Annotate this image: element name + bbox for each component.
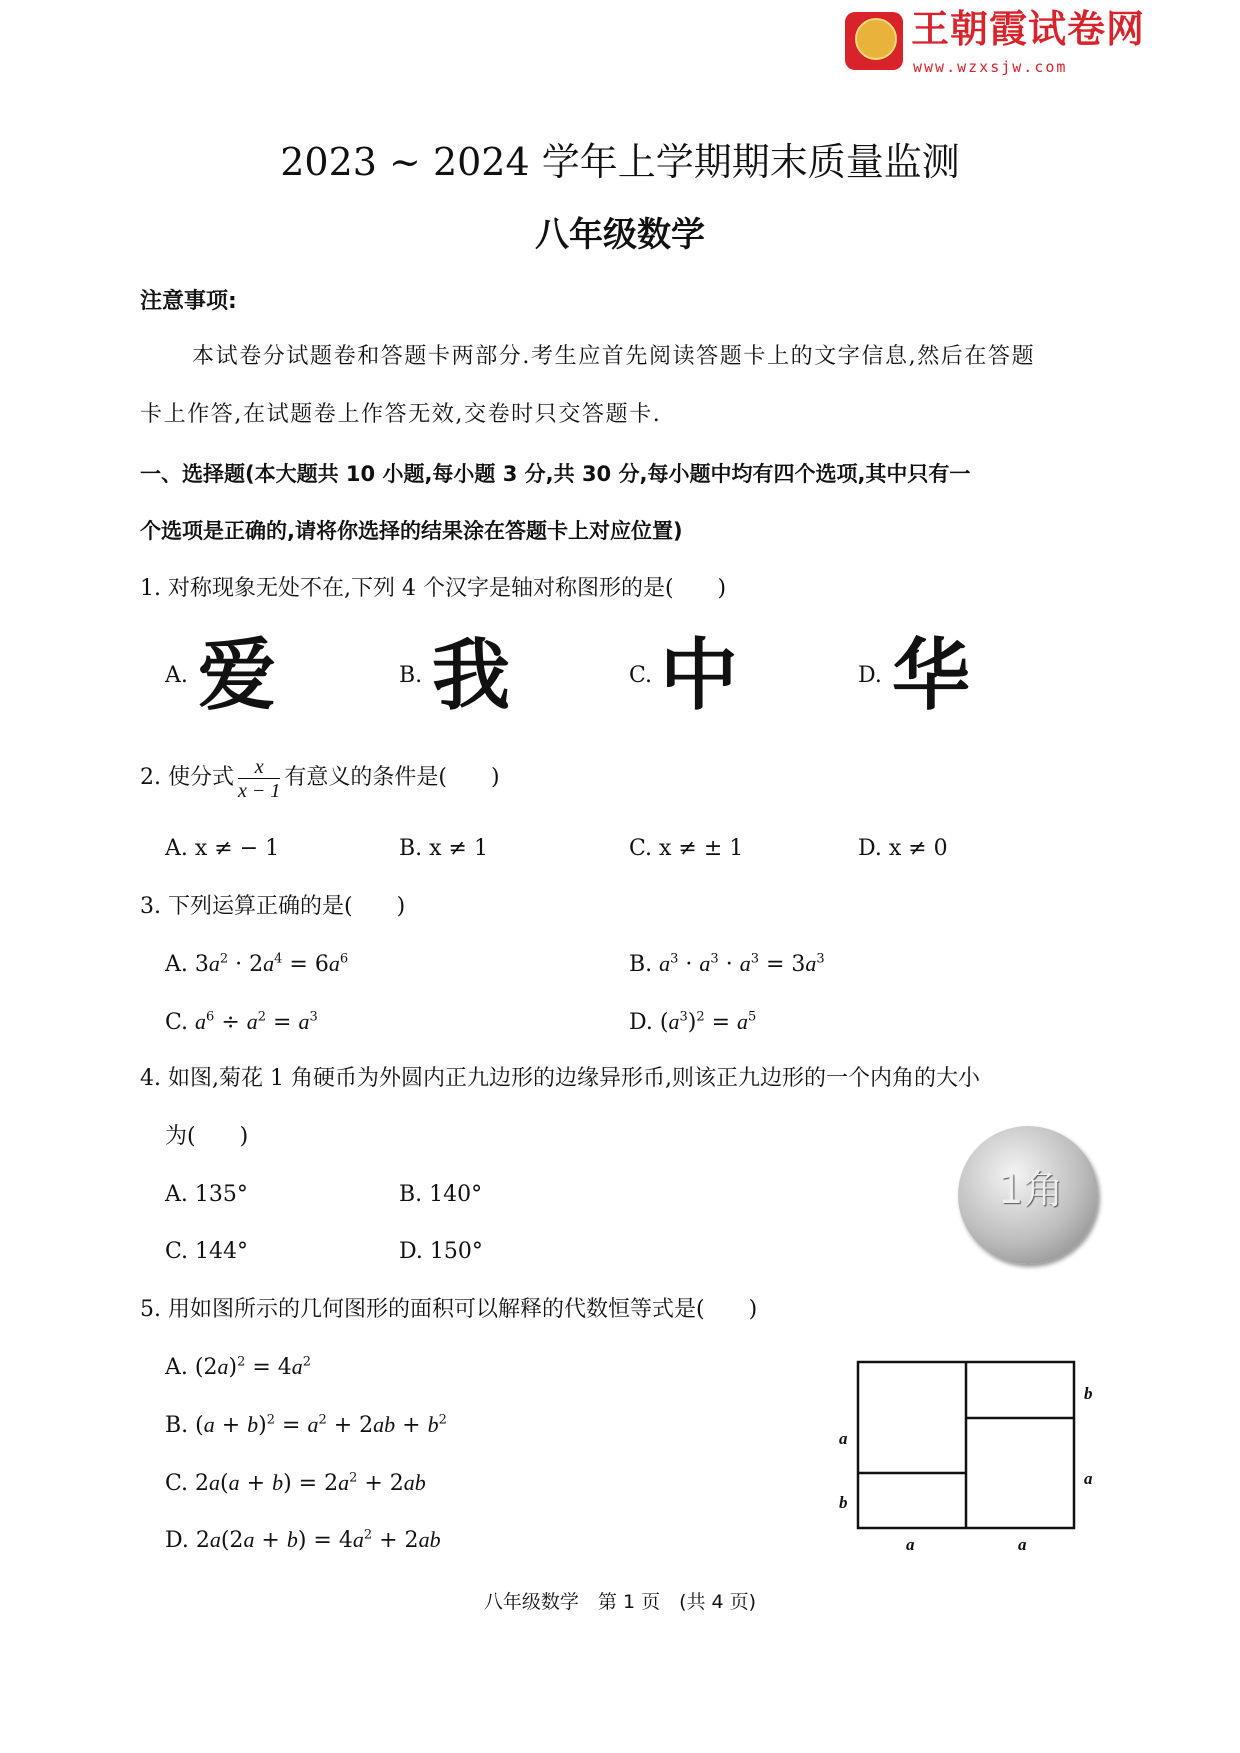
- label: b: [839, 1493, 848, 1512]
- char-option-c: 中: [660, 631, 739, 721]
- option-c: C. $a^6 \div a^2 = a^3$: [165, 1009, 318, 1035]
- notice-heading: 注意事项:: [140, 289, 237, 314]
- stem-text: 有意义的条件是( ): [284, 765, 500, 790]
- option-label: C.: [629, 663, 653, 688]
- denominator: x − 1: [237, 779, 281, 802]
- section-heading: 个选项是正确的,请将你选择的结果涂在答题卡上对应位置): [140, 519, 683, 543]
- option-c: C. 144°: [165, 1239, 249, 1264]
- option-a: A. $3a^2 \cdot 2a^4 = 6a^6$: [165, 951, 349, 977]
- option-a: A. 135°: [165, 1182, 248, 1207]
- char-option-a: 爱: [198, 631, 277, 721]
- label: a: [839, 1429, 848, 1448]
- option-a: A. x ≠ − 1: [165, 836, 280, 861]
- area-diagram: [836, 1350, 1106, 1555]
- label: b: [1084, 1384, 1093, 1403]
- page-footer: 八年级数学 第 1 页 (共 4 页): [483, 1591, 757, 1613]
- question-3: 3. 下列运算正确的是( ): [140, 894, 406, 919]
- section-heading: 一、选择题(本大题共 10 小题,每小题 3 分,共 30 分,每小题中均有四个选项,其中只有一: [140, 462, 971, 486]
- option-d: D. x ≠ 0: [858, 836, 948, 861]
- notice-line: 本试卷分试题卷和答题卡两部分.考生应首先阅读答题卡上的文字信息,然后在答题: [192, 344, 1036, 369]
- coin-image: [958, 1126, 1098, 1264]
- option-d: D. 150°: [399, 1239, 483, 1264]
- label: a: [1018, 1535, 1027, 1554]
- page-title: 2023 ~ 2024 学年上学期期末质量监测: [280, 140, 960, 184]
- option-d: D. $(a^3)^2 = a^5$: [629, 1009, 757, 1035]
- option-a: A. $(2a)^2 = 4a^2$: [165, 1354, 312, 1380]
- logo-emblem-icon: [845, 12, 903, 70]
- option-b: B. 140°: [399, 1182, 483, 1207]
- logo-name: 王朝霞试卷网: [911, 8, 1146, 50]
- notice-line: 卡上作答,在试题卷上作答无效,交卷时只交答题卡.: [140, 402, 662, 427]
- option-d: D. $2a(2a + b) = 4a^2 + 2ab$: [165, 1527, 441, 1553]
- label: a: [1084, 1469, 1093, 1488]
- char-option-d: 华: [892, 631, 971, 721]
- logo-url: www.wzxsjw.com: [913, 58, 1068, 76]
- option-label: D.: [858, 663, 882, 688]
- question-5: 5. 用如图所示的几何图形的面积可以解释的代数恒等式是( ): [140, 1297, 758, 1322]
- option-label: B.: [399, 663, 423, 688]
- question-4-cont: 为( ): [165, 1124, 249, 1149]
- question-1: 1. 对称现象无处不在,下列 4 个汉字是轴对称图形的是( ): [140, 576, 727, 601]
- label: a: [906, 1535, 915, 1554]
- char-option-b: 我: [432, 631, 511, 721]
- option-b: B. x ≠ 1: [399, 836, 488, 861]
- stem-text: 2. 使分式: [140, 765, 234, 790]
- numerator: x: [254, 755, 264, 778]
- option-b: B. $a^3 \cdot a^3 \cdot a^3 = 3a^3$: [629, 951, 825, 977]
- option-b: B. $(a + b)^2 = a^2 + 2ab + b^2$: [165, 1412, 447, 1438]
- question-2: [140, 752, 500, 804]
- page-subtitle: 八年级数学: [535, 215, 705, 255]
- question-4: 4. 如图,菊花 1 角硬币为外圆内正九边形的边缘异形币,则该正九边形的一个内角的大小: [140, 1066, 980, 1091]
- option-c: C. $2a(a + b) = 2a^2 + 2ab$: [165, 1470, 426, 1496]
- coin-text: 1角: [998, 1167, 1064, 1213]
- fraction: [238, 755, 280, 802]
- option-label: A.: [165, 663, 188, 688]
- site-logo: [845, 8, 1175, 80]
- option-c: C. x ≠ ± 1: [629, 836, 744, 861]
